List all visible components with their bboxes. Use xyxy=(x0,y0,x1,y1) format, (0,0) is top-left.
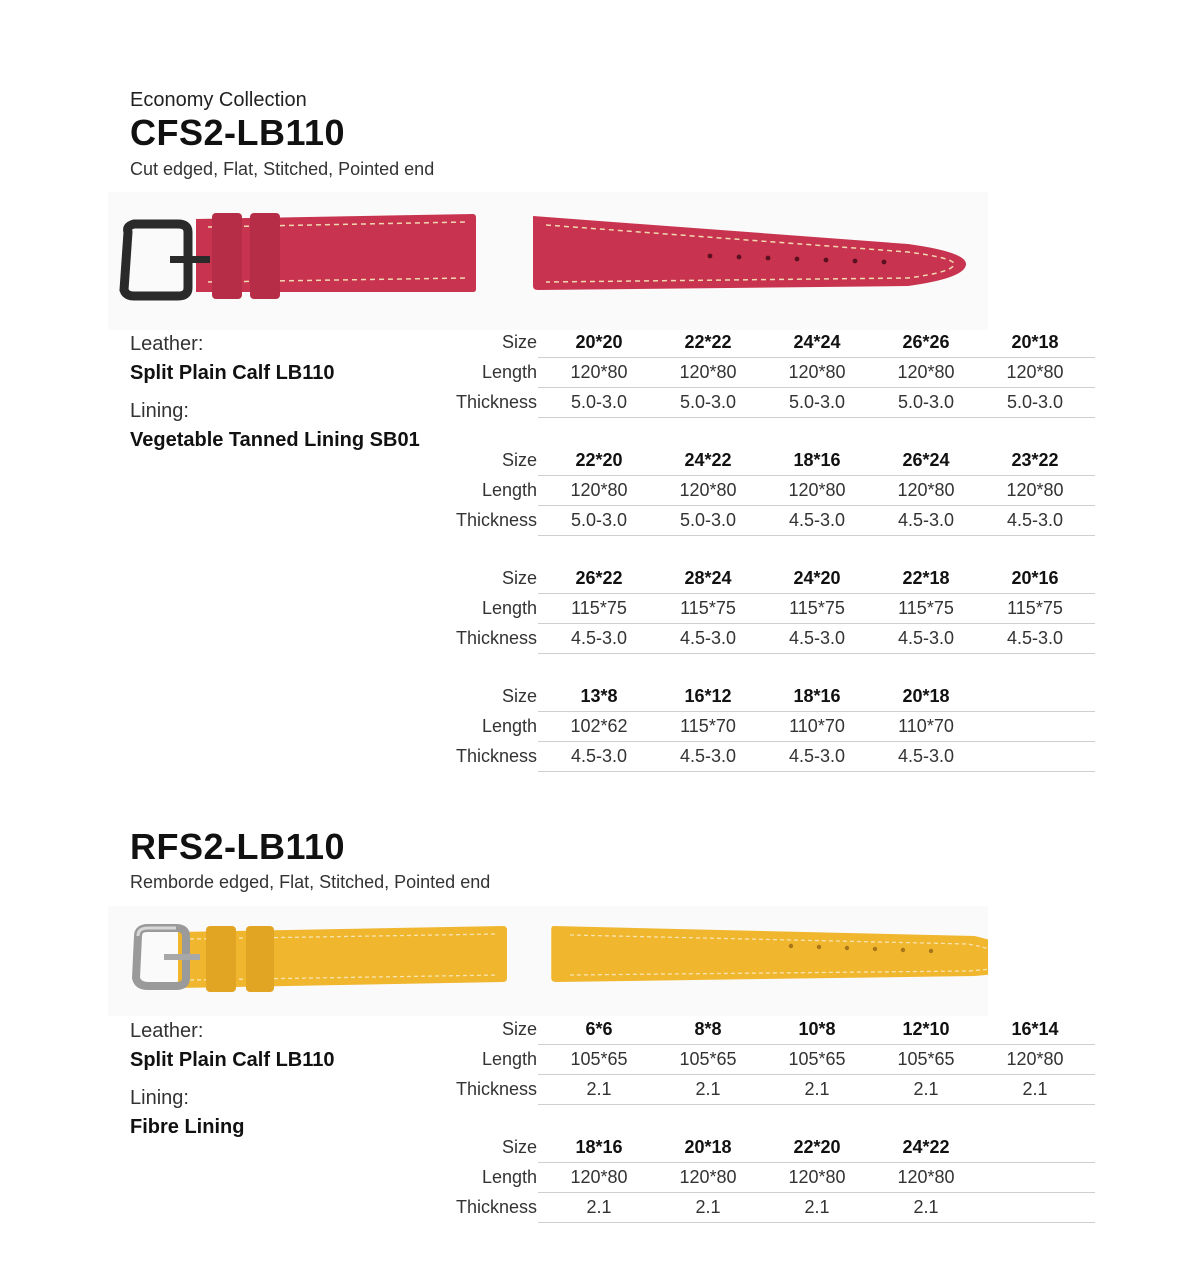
length-cell: 120*80 xyxy=(570,480,628,500)
length-row-label: Length xyxy=(481,1049,537,1069)
length-cell: 120*80 xyxy=(897,480,955,500)
length-cell: 120*80 xyxy=(1006,1049,1064,1069)
size-table-cfs2-4 xyxy=(440,682,1095,772)
thickness-cell: 2.1 xyxy=(586,1197,612,1217)
thickness-row-label: Thickness xyxy=(455,746,537,766)
yellow-watch-strap-image xyxy=(108,906,988,1016)
length-cell: 102*62 xyxy=(570,716,628,736)
size-table-cfs2-3 xyxy=(440,564,1095,654)
length-cell: 120*80 xyxy=(788,362,846,382)
thickness-cell: 2.1 xyxy=(913,1079,939,1099)
thickness-row-label: Thickness xyxy=(455,1197,537,1217)
length-cell: 110*70 xyxy=(789,716,845,736)
size-cell: 16*14 xyxy=(1011,1019,1059,1039)
row-divider xyxy=(538,1104,1095,1105)
length-cell: 120*80 xyxy=(788,480,846,500)
size-cell: 24*22 xyxy=(902,1137,950,1157)
size-cell: 24*22 xyxy=(684,450,732,470)
length-row xyxy=(440,712,1095,742)
length-row xyxy=(440,1045,1095,1075)
length-row xyxy=(440,358,1095,388)
length-row xyxy=(440,594,1095,624)
length-cell: 115*70 xyxy=(680,716,736,736)
thickness-row-label: Thickness xyxy=(455,510,537,530)
model-description-rfs2: Remborde edged, Flat, Stitched, Pointed end xyxy=(130,872,491,892)
length-cell: 115*75 xyxy=(898,598,954,618)
size-row-label: Size xyxy=(501,450,537,470)
size-cell: 20*18 xyxy=(1011,332,1059,352)
size-cell: 18*16 xyxy=(793,686,841,706)
thickness-cell: 2.1 xyxy=(695,1079,721,1099)
size-table-rfs2-2 xyxy=(440,1133,1095,1223)
length-cell: 120*80 xyxy=(788,1167,846,1187)
length-cell: 115*75 xyxy=(1007,598,1063,618)
thickness-cell: 5.0-3.0 xyxy=(679,392,737,412)
size-table-cfs2-2 xyxy=(440,446,1095,536)
size-cell: 26*24 xyxy=(902,450,950,470)
thickness-row xyxy=(440,506,1095,536)
thickness-cell: 4.5-3.0 xyxy=(679,746,737,766)
size-row-label: Size xyxy=(501,1019,537,1039)
length-row-label: Length xyxy=(481,480,537,500)
size-row-label: Size xyxy=(501,1137,537,1157)
leather-label-cfs2: Leather: xyxy=(130,333,204,355)
size-cell: 22*18 xyxy=(902,568,950,588)
size-cell: 26*22 xyxy=(575,568,623,588)
length-cell: 120*80 xyxy=(679,480,737,500)
size-cell: 24*20 xyxy=(793,568,841,588)
thickness-cell: 4.5-3.0 xyxy=(1006,628,1064,648)
size-cell: 20*16 xyxy=(1011,568,1059,588)
length-cell: 105*65 xyxy=(788,1049,846,1069)
length-row-label: Length xyxy=(481,362,537,382)
thickness-cell: 2.1 xyxy=(586,1079,612,1099)
length-cell: 105*65 xyxy=(897,1049,955,1069)
thickness-cell: 5.0-3.0 xyxy=(897,392,955,412)
row-divider xyxy=(538,535,1095,536)
thickness-cell: 5.0-3.0 xyxy=(570,392,628,412)
thickness-cell: 4.5-3.0 xyxy=(679,628,737,648)
size-row-label: Size xyxy=(501,568,537,588)
size-row xyxy=(440,446,1095,476)
size-row xyxy=(440,682,1095,712)
thickness-row xyxy=(440,1075,1095,1105)
thickness-cell: 2.1 xyxy=(804,1079,830,1099)
thickness-cell: 4.5-3.0 xyxy=(788,510,846,530)
size-cell: 24*24 xyxy=(793,332,841,352)
size-cell: 22*20 xyxy=(575,450,623,470)
length-cell: 120*80 xyxy=(570,1167,628,1187)
red-watch-strap-image xyxy=(108,192,988,330)
lining-label-cfs2: Lining: xyxy=(130,400,189,422)
size-table-cfs2-1 xyxy=(440,328,1095,418)
thickness-cell: 2.1 xyxy=(804,1197,830,1217)
collection-title: Economy Collection xyxy=(130,89,307,111)
size-row-label: Size xyxy=(501,686,537,706)
length-cell: 105*65 xyxy=(679,1049,737,1069)
model-title-rfs2: RFS2-LB110 xyxy=(130,826,346,867)
thickness-cell: 5.0-3.0 xyxy=(1006,392,1064,412)
length-cell: 120*80 xyxy=(897,362,955,382)
size-cell: 16*12 xyxy=(684,686,732,706)
thickness-row-label: Thickness xyxy=(455,628,537,648)
leather-value-rfs2: Split Plain Calf LB110 xyxy=(130,1049,335,1071)
thickness-cell: 5.0-3.0 xyxy=(788,392,846,412)
thickness-cell: 4.5-3.0 xyxy=(570,628,628,648)
size-cell: 10*8 xyxy=(798,1019,836,1039)
yellow-strap-photo xyxy=(108,906,988,1016)
length-row xyxy=(440,476,1095,506)
lining-label-rfs2: Lining: xyxy=(130,1087,189,1109)
size-row xyxy=(440,328,1095,358)
lining-value-rfs2: Fibre Lining xyxy=(130,1116,245,1138)
size-cell: 28*24 xyxy=(684,568,732,588)
thickness-cell: 4.5-3.0 xyxy=(788,746,846,766)
thickness-row xyxy=(440,624,1095,654)
length-row-label: Length xyxy=(481,716,537,736)
thickness-cell: 2.1 xyxy=(1022,1079,1048,1099)
size-cell: 20*18 xyxy=(684,1137,732,1157)
thickness-cell: 4.5-3.0 xyxy=(788,628,846,648)
length-cell: 115*75 xyxy=(789,598,845,618)
size-cell: 8*8 xyxy=(694,1019,722,1039)
size-row xyxy=(440,1015,1095,1045)
size-cell: 20*18 xyxy=(902,686,950,706)
size-cell: 23*22 xyxy=(1011,450,1059,470)
thickness-cell: 4.5-3.0 xyxy=(1006,510,1064,530)
thickness-row xyxy=(440,1193,1095,1223)
thickness-row xyxy=(440,388,1095,418)
thickness-cell: 4.5-3.0 xyxy=(897,628,955,648)
size-cell: 22*22 xyxy=(684,332,732,352)
thickness-row-label: Thickness xyxy=(455,1079,537,1099)
size-row-label: Size xyxy=(501,332,537,352)
thickness-cell: 5.0-3.0 xyxy=(679,510,737,530)
red-strap-photo xyxy=(108,192,988,330)
length-cell: 115*75 xyxy=(680,598,736,618)
size-cell: 13*8 xyxy=(580,686,618,706)
length-cell: 120*80 xyxy=(679,362,737,382)
length-cell: 120*80 xyxy=(1006,362,1064,382)
length-row-label: Length xyxy=(481,598,537,618)
length-row xyxy=(440,1163,1095,1193)
row-divider xyxy=(538,653,1095,654)
length-cell: 120*80 xyxy=(1006,480,1064,500)
lining-value-cfs2: Vegetable Tanned Lining SB01 xyxy=(130,429,420,451)
length-cell: 120*80 xyxy=(679,1167,737,1187)
thickness-row xyxy=(440,742,1095,772)
row-divider xyxy=(538,771,1095,772)
thickness-cell: 4.5-3.0 xyxy=(570,746,628,766)
row-divider xyxy=(538,417,1095,418)
length-cell: 115*75 xyxy=(571,598,627,618)
model-title-cfs2: CFS2-LB110 xyxy=(130,112,346,153)
size-cell: 20*20 xyxy=(575,332,623,352)
leather-label-rfs2: Leather: xyxy=(130,1020,204,1042)
thickness-row-label: Thickness xyxy=(455,392,537,412)
leather-value-cfs2: Split Plain Calf LB110 xyxy=(130,362,335,384)
size-row xyxy=(440,1133,1095,1163)
size-cell: 6*6 xyxy=(585,1019,613,1039)
length-row-label: Length xyxy=(481,1167,537,1187)
length-cell: 110*70 xyxy=(898,716,954,736)
size-table-rfs2-1 xyxy=(440,1015,1095,1105)
size-cell: 26*26 xyxy=(902,332,950,352)
size-cell: 18*16 xyxy=(575,1137,623,1157)
thickness-cell: 2.1 xyxy=(695,1197,721,1217)
length-cell: 120*80 xyxy=(570,362,628,382)
length-cell: 105*65 xyxy=(570,1049,628,1069)
model-description-cfs2: Cut edged, Flat, Stitched, Pointed end xyxy=(130,159,435,179)
row-divider xyxy=(538,1222,1095,1223)
thickness-cell: 5.0-3.0 xyxy=(570,510,628,530)
size-cell: 22*20 xyxy=(793,1137,841,1157)
size-cell: 12*10 xyxy=(902,1019,950,1039)
size-cell: 18*16 xyxy=(793,450,841,470)
size-row xyxy=(440,564,1095,594)
thickness-cell: 4.5-3.0 xyxy=(897,746,955,766)
length-cell: 120*80 xyxy=(897,1167,955,1187)
thickness-cell: 4.5-3.0 xyxy=(897,510,955,530)
thickness-cell: 2.1 xyxy=(913,1197,939,1217)
